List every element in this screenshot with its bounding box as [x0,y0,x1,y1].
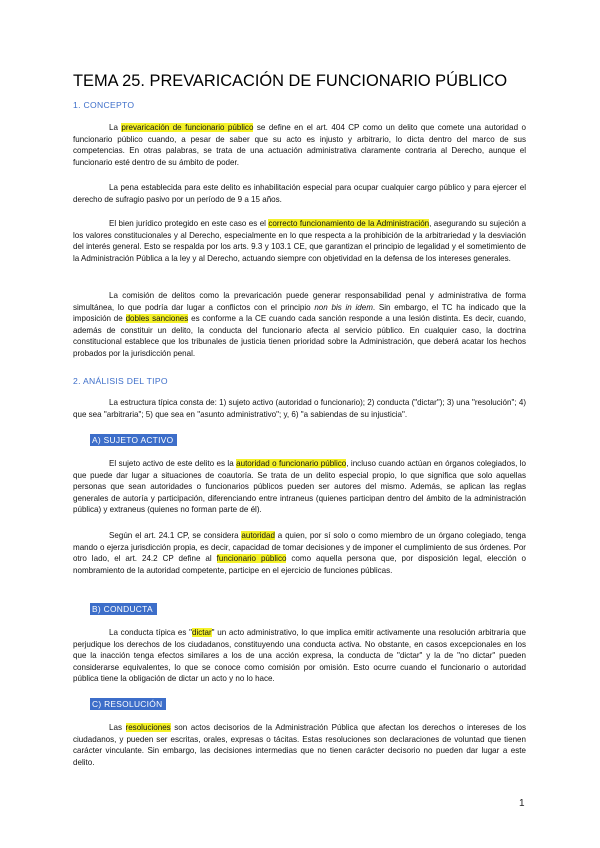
italic-term: non bis in idem [314,302,373,312]
highlighted-term: autoridad [241,531,275,540]
paragraph-non-bis-in-idem [73,290,526,359]
text-run: , incluso cuando actúan en órganos colegiados, lo que puede dar lugar a situaciones de coautoría. Se trata de un delito especial propio, lo que significa que solo aquellas personas que sean autoridades o funcionarios públicos pueden ser autores del mismo. Además, se aplican las reglas generales de autoría y participación, diferenciando entre intraneus (quienes participan dentro del ámbito de la administración pública) y extraneus (quienes no forman parte de él). [73,459,527,514]
text-run: La conducta típica es " [109,628,192,637]
highlighted-term: funcionario público [216,554,287,563]
subsection-heading-sujeto-activo: A) SUJETO ACTIVO [90,434,177,446]
text-run: como aquella persona que, por disposición legal, elección o nombramiento de la autoridad competente, participe en el ejercicio de funciones públicas. [73,554,526,575]
text-run: Según el art. 24.1 CP, se considera [109,531,242,540]
page-number: 1 [519,798,525,809]
highlighted-term: resoluciones [125,723,171,732]
text-run: La comisión de delitos como la prevaricación puede generar responsabilidad penal y administrativa de forma simultánea, lo que podría dar lugar a conflictos con el principio [73,291,526,312]
text-run: Las [109,723,126,732]
highlighted-term: autoridad o funcionario público [236,459,347,468]
text-run: , asegurando su sujeción a los valores constitucionales y al Derecho, especialmente en lo que respecta a la prohibición de la arbitrariedad y la desviación del interés general. Esto se respalda por los arts. 9.3 y 103.1 CE, que garantizan el principio de legalidad y el sometimiento de la Administración Pública a la ley y al Derecho, actuando siempre con objetividad en la defensa de los intereses generales. [73,219,526,263]
text-run: La [109,123,122,132]
text-run: " un acto administrativo, lo que implica emitir activamente una resolución arbitraria que perjudique los derechos de los ciudadanos, constituyendo una conducta activa. No obstante, en casos excepcionales en los que la inacción tenga efectos similares a los de una acción expresa, la conducta de "dictar" y la de "no dictar" pueden considerarse equivalentes, lo que se conoce como comisión por omisión. Esto ocurre cuando el funcionario o autoridad pública tiene la obligación de dictar un acto y no lo hace. [73,628,526,683]
highlighted-term: prevaricación de funcionario público [121,123,254,132]
paragraph-estructura: La estructura típica consta de: 1) sujeto activo (autoridad o funcionario); 2) conducta ("dictar"); 3) una "resolución"; 4) que sea "arbitraria"; 5) que sea en "asunto administrativo"; y, 6) "a sabiendas de su injusticia". [73,398,526,419]
subsection-heading-resolucion: C) RESOLUCIÓN [90,698,166,710]
text-run: El sujeto activo de este delito es la [109,459,237,468]
highlighted-term: dobles sanciones [125,314,189,323]
text-run: El bien jurídico protegido en este caso es el [109,219,269,228]
document-title: TEMA 25. PREVARICACIÓN DE FUNCIONARIO PÚBLICO [73,72,508,90]
text-run: . Sin embargo, el TC ha indicado que la imposición de [73,302,526,323]
text-run: son actos decisorios de la Administración Pública que afectan los derechos o intereses de los ciudadanos, y pueden ser escritas, orales, expresas o tácitas. Estas resoluciones son declaraciones de voluntad que tienen carácter vinculante. Sin embargo, las decisiones intermedias que no tienen carácter decisorio no pueden dar lugar a este delito. [73,723,526,767]
section-heading-analisis: 2. ANÁLISIS DEL TIPO [73,376,168,386]
section-heading-concepto: 1. CONCEPTO [73,100,135,110]
paragraph-conducta [73,627,526,685]
text-run: es conforme a la CE cuando cada sanción responde a una lesión distinta. Es decir, cuando, además de constituir un delito, la conducta del funcionario afecta al servicio público. En cualquier caso, la doctrina constitucional establece que los tribunales de justicia tienen prioridad sobre la Administración, que deberá acatar los hechos probados por la jurisdicción penal. [73,314,527,358]
highlighted-term: dictar [191,628,212,637]
paragraph-resolucion [73,722,526,768]
paragraph-sujeto-activo [73,458,526,516]
text-run: se define en el art. 404 CP como un delito que comete una autoridad o funcionario público cuando, a pesar de saber que su acto es injusto y arbitrario, lo dicta dentro del marco de sus competencias. En otras palabras, se trata de una actuación administrativa claramente contraria al Derecho, aunque el funcionario esté dentro de su ámbito de poder. [73,123,526,167]
paragraph-pena: La pena establecida para este delito es inhabilitación especial para ocupar cualquier cargo público y para ejercer el derecho de sufragio pasivo por un período de 9 a 15 años. [73,183,526,204]
subsection-heading-conducta: B) CONDUCTA [90,603,157,615]
paragraph-bien-juridico [73,218,526,264]
paragraph-definicion [73,122,526,168]
text-run: a quien, por sí solo o como miembro de un órgano colegiado, tenga mando o ejerza jurisdicción propia, es decir, capacidad de tomar decisiones y de imponer el cumplimiento de sus órdenes. Por otro lado, el art. 24.2 CP define al [73,531,526,563]
paragraph-autoridad [73,530,526,576]
highlighted-term: correcto funcionamiento de la Administración [268,219,430,228]
